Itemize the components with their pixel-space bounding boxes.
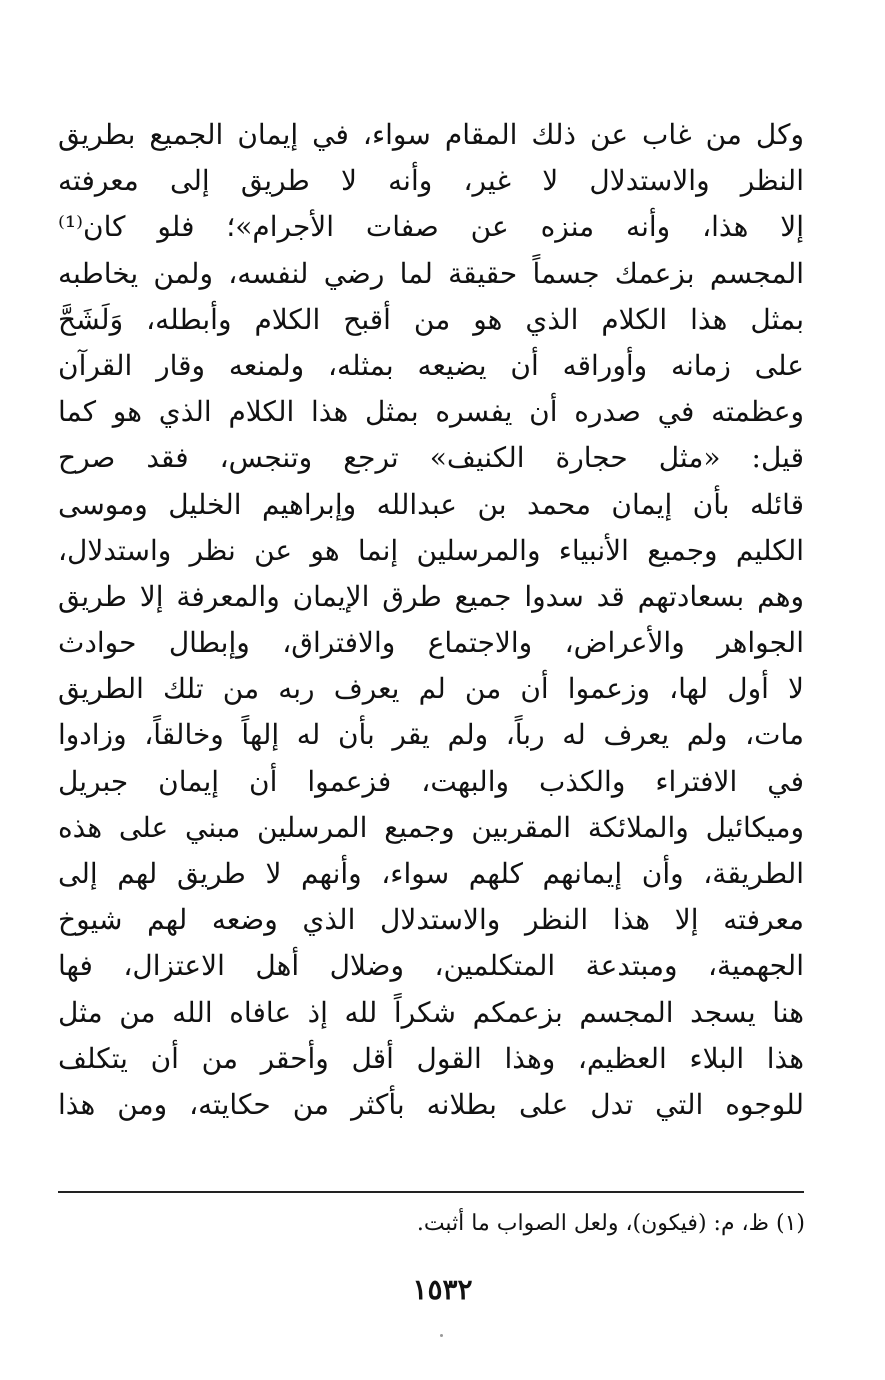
body-line: الجهمية، ومبتدعة المتكلمين، وضلال أهل الاعتزال، فها [58, 949, 804, 983]
body-line: الجواهر والأعراض، والاجتماع والافتراق، وإبطال حوادث [58, 626, 804, 660]
page-number: ١٥٣٢ [412, 1273, 473, 1306]
body-text [58, 112, 804, 1128]
body-line: قيل: «مثل حجارة الكنيف» ترجع وتنجس، فقد صرح [58, 441, 804, 475]
body-line: النظر والاستدلال لا غير، وأنه لا طريق إلى معرفته [58, 164, 804, 198]
body-line: هذا البلاء العظيم، وهذا القول أقل وأحقر من أن يتكلف [58, 1041, 804, 1075]
body-line: لا أول لها، وزعموا أن من لم يعرف ربه من تلك الطريق [58, 672, 804, 706]
footnote-separator [58, 1191, 804, 1193]
body-line: وهم بسعادتهم قد سدوا جميع طرق الإيمان والمعرفة إلا طريق [58, 579, 804, 613]
body-line: وعظمته في صدره أن يفسره بمثل هذا الكلام الذي هو كما [58, 395, 804, 429]
body-line: وكل من غاب عن ذلك المقام سواء، في إيمان الجميع بطريق [58, 118, 804, 151]
page-mark [440, 1334, 443, 1337]
body-line: المجسم بزعمك جسماً حقيقة لما رضي لنفسه، ولمن يخاطبه [58, 256, 804, 290]
body-line: مات، ولم يعرف له رباً، ولم يقر بأن له إلهاً وخالقاً، وزادوا [58, 718, 804, 752]
body-line: وميكائيل والملائكة المقربين وجميع المرسلين مبني على هذه [58, 810, 804, 844]
body-line: الطريقة، وأن إيمانهم كلهم سواء، وأنهم لا طريق لهم إلى [58, 857, 804, 890]
body-line: على زمانه وأوراقه أن يضيعه بمثله، ولمنعه وقار القرآن [58, 348, 804, 382]
body-line: قائله بأن إيمان محمد بن عبدالله وإبراهيم الخليل وموسى [58, 487, 804, 521]
body-line: معرفته إلا هذا النظر والاستدلال الذي وضعه لهم شيوخ [58, 903, 804, 937]
body-line: بمثل هذا الكلام الذي هو من أقبح الكلام وأبطله، وَلَشَحَّ [58, 302, 804, 336]
body-line: إلا هذا، وأنه منزه عن صفات الأجرام»؛ فلو كان⁽¹⁾ [58, 210, 804, 244]
body-line: للوجوه التي تدل على بطلانه بأكثر من حكايته، ومن هذا [58, 1087, 804, 1121]
body-line: الكليم وجميع الأنبياء والمرسلين إنما هو عن نظر واستدلال، [58, 533, 804, 567]
body-line: في الافتراء والكذب والبهت، فزعموا أن إيمان جبريل [58, 764, 804, 798]
footnote: (١) ظ، م: (فيكون)، ولعل الصواب ما أثبت. [416, 1211, 805, 1236]
body-line: هنا يسجد المجسم بزعمكم شكراً لله إذ عافاه الله من مثل [58, 995, 804, 1029]
